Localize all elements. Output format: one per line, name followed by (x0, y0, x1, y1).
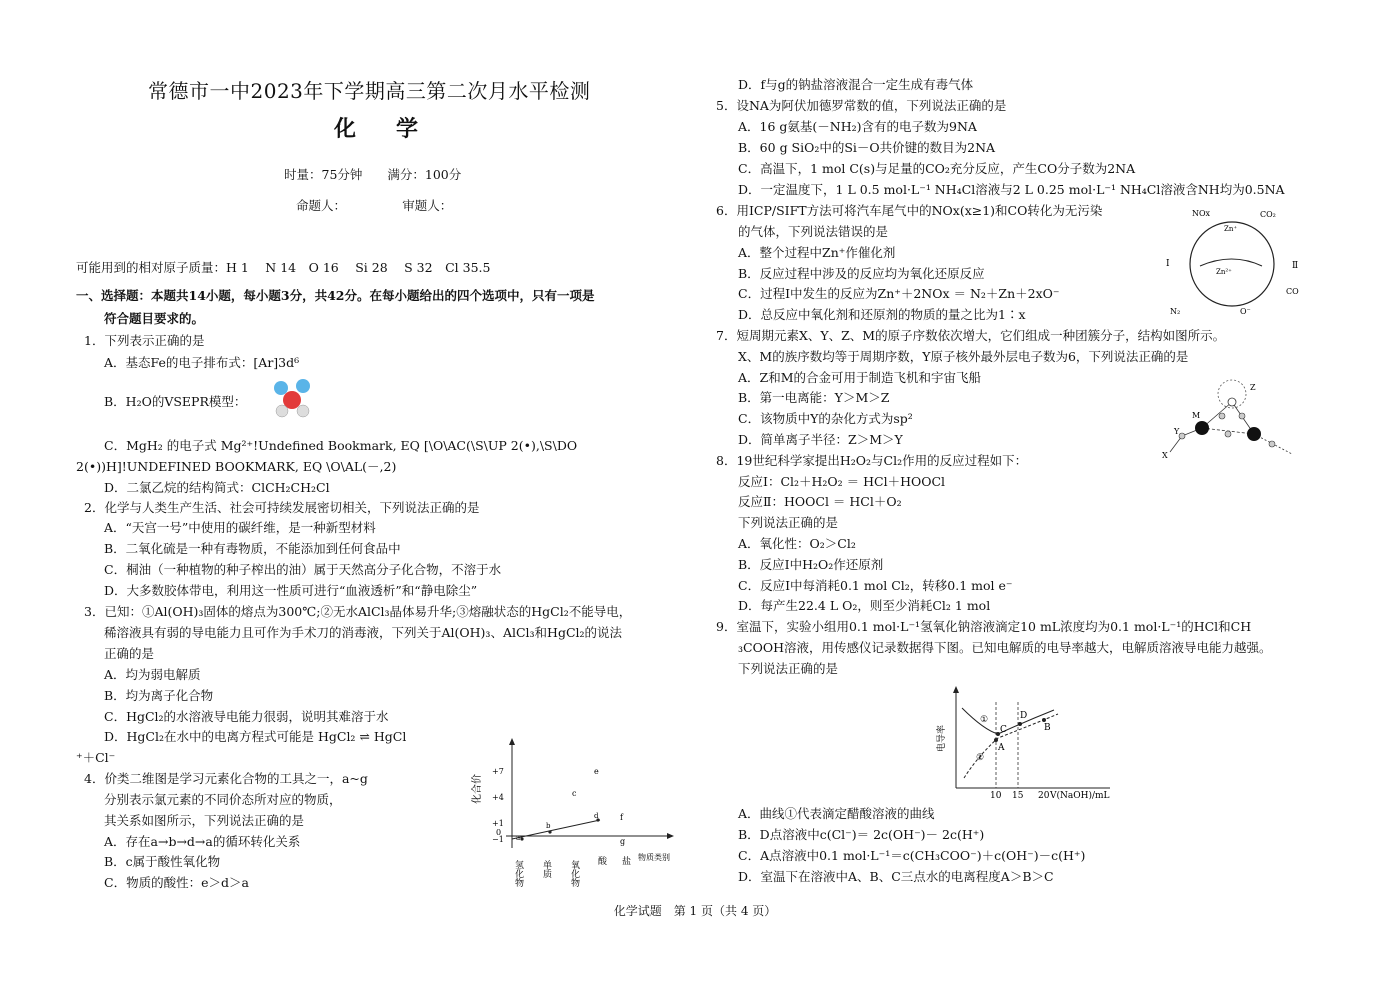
time-info: 时量：75分钟 满分：100分 (284, 167, 462, 182)
question-4: 4．价类二维图是学习元素化合物的工具之一，a~g (84, 771, 368, 786)
plot-point-label: C (1000, 725, 1007, 735)
plot-x-label: V(NaOH)/mL (1050, 791, 1110, 800)
q3-option-d-cont: ⁺＋Cl⁻ (76, 750, 116, 765)
y-tick: +4 (492, 793, 504, 802)
plot-point-label: A (998, 743, 1005, 753)
q3-option-d: D．HgCl₂在水中的电离方程式可能是 HgCl₂ ⇌ HgCl (104, 729, 407, 744)
plot-x-tick: 10 (990, 791, 1002, 800)
q5-option-a: A．16 g氨基(－NH₂)含有的电子数为9NA (738, 119, 977, 134)
q2-option-a: A．“天宫一号”中使用的碳纤维，是一种新型材料 (104, 520, 376, 535)
q1-option-d: D．二氯乙烷的结构简式：ClCH₂CH₂Cl (104, 480, 330, 495)
point-label: g (620, 837, 626, 846)
q8-option-c: C．反应Ⅰ中每消耗0.1 mol Cl₂，转移0.1 mol e⁻ (738, 578, 1013, 593)
cycle-label: Ⅱ (1292, 261, 1299, 271)
q3-option-c: C．HgCl₂的水溶液导电能力很弱，说明其难溶于水 (104, 709, 389, 724)
q9-option-c: C．A点溶液中0.1 mol·L⁻¹＝c(CH₃COO⁻)＋c(OH⁻)－c(H⁺) (738, 848, 1086, 863)
q7-option-d: D．简单离子半径：Z＞M＞Y (738, 432, 903, 447)
cycle-label: Zn⁺ (1224, 225, 1238, 233)
valence-class-diagram (470, 736, 688, 888)
question-3-cont: 稀溶液具有弱的导电能力且可作为手术刀的消毒液，下列关于Al(OH)₃、AlCl₃和HgCl₂的说法 (104, 625, 623, 640)
q4-option-c: C．物质的酸性：e＞d＞a (104, 875, 249, 890)
q5-option-b: B．60 g SiO₂中的Si－O共价键的数目为2NA (738, 140, 996, 155)
cluster-structure-diagram (1162, 372, 1302, 462)
point-label: b (546, 822, 551, 830)
cycle-label: Ⅰ (1166, 259, 1170, 269)
y-tick: +1 (492, 819, 504, 828)
q7-option-b: B．第一电离能：Y＞M＞Z (738, 390, 890, 405)
point-label: d (594, 812, 599, 820)
question-2: 2．化学与人类生产生活、社会可持续发展密切相关，下列说法正确的是 (84, 500, 480, 515)
x-tick: 酸 (598, 857, 608, 867)
question-6-cont: 的气体，下列说法错误的是 (738, 224, 889, 239)
cycle-label: N₂ (1170, 307, 1181, 316)
exam-title: 常德市一中2023年下学期高三第二次月水平检测 (148, 79, 591, 103)
cycle-label: NOx (1192, 209, 1211, 218)
q2-option-b: B．二氧化硫是一种有毒物质，不能添加到任何食品中 (104, 541, 401, 556)
q1-option-a: A．基态Fe的电子排布式：[Ar]3d⁶ (104, 355, 300, 370)
conductivity-titration-plot (934, 684, 1124, 800)
q3-option-b: B．均为离子化合物 (104, 688, 214, 703)
question-3-cont2: 正确的是 (104, 646, 155, 661)
question-7: 7．短周期元素X、Y、Z、M的原子序数依次增大，它们组成一种团簇分子，结构如图所示。 (716, 328, 1226, 343)
question-4-cont2: 其关系如图所示，下列说法正确的是 (104, 813, 305, 828)
question-1: 1．下列表示正确的是 (84, 333, 205, 348)
point-label: c (572, 789, 577, 798)
q4-option-b: B．c属于酸性氧化物 (104, 854, 221, 869)
q8-option-a: A．氧化性：O₂＞Cl₂ (738, 536, 856, 551)
y-axis-label: 化合价 (472, 774, 483, 804)
q2-option-c: C．桐油（一种植物的种子榨出的油）属于天然高分子化合物，不溶于水 (104, 562, 502, 577)
question-6: 6．用ICP/SIFT方法可将汽车尾气中的NOx(x≥1)和CO转化为无污染 (716, 203, 1103, 218)
plot-point-label: B (1044, 723, 1051, 733)
q8-reaction-1: 反应Ⅰ：Cl₂＋H₂O₂ ＝ HCl＋HOOCl (738, 474, 946, 489)
x-tick: 盐 (622, 857, 632, 867)
q3-option-a: A．均为弱电解质 (104, 667, 201, 682)
q4-option-d: D．f与g的钠盐溶液混合一定生成有毒气体 (738, 77, 974, 92)
plot-point-label: D (1020, 711, 1028, 721)
x-axis-label: 物质类别 (638, 853, 670, 862)
catalytic-cycle-diagram (1162, 204, 1302, 322)
subject-title: 化学 (334, 116, 459, 142)
authors-line: 命题人： 审题人： (296, 198, 453, 213)
q1-option-c-cont: 2(•))H]!UNDEFINED BOOKMARK, EQ \O\AL(－,2) (76, 459, 397, 474)
question-8: 8．19世纪科学家提出H₂O₂与Cl₂作用的反应过程如下： (716, 453, 1028, 468)
q8-option-b: B．反应Ⅰ中H₂O₂作还原剂 (738, 557, 884, 572)
q6-option-c: C．过程Ⅰ中发生的反应为Zn⁺＋2NOx ＝ N₂＋Zn＋2xO⁻ (738, 286, 1060, 301)
q5-option-d: D．一定温度下，1 L 0.5 mol·L⁻¹ NH₄Cl溶液与2 L 0.25 mol·L⁻¹ NH₄Cl溶液含NH均为0.5NA (738, 182, 1285, 197)
cluster-label: Y (1174, 427, 1180, 436)
q2-option-d: D．大多数胶体带电，利用这一性质可进行“血液透析”和“静电除尘” (104, 583, 478, 598)
page-footer: 化学试题 第 1 页（共 4 页） (613, 904, 777, 918)
q6-option-b: B．反应过程中涉及的反应均为氧化还原反应 (738, 266, 985, 281)
cycle-label: CO₂ (1260, 210, 1276, 219)
x-tick: 氢化物 (513, 860, 523, 887)
question-8-cont: 下列说法正确的是 (738, 515, 839, 530)
cluster-label: X (1162, 451, 1168, 460)
cluster-label: Z (1250, 383, 1256, 392)
plot-x-tick: 15 (1012, 791, 1024, 800)
plot-x-tick: 20 (1038, 791, 1050, 800)
question-7-cont: X、M的族序数均等于周期序数，Y原子核外最外层电子数为6，下列说法正确的是 (738, 349, 1189, 364)
cycle-label: CO (1286, 287, 1299, 296)
question-9-cont2: 下列说法正确的是 (738, 661, 839, 676)
x-tick: 氧化物 (569, 860, 579, 887)
section-heading: 一、选择题：本题共14小题，每小题3分，共42分。在每小题给出的四个选项中，只有一项是 (76, 288, 595, 303)
q8-option-d: D．每产生22.4 L O₂，则至少消耗Cl₂ 1 mol (738, 598, 991, 613)
curve-label: ② (976, 753, 985, 763)
q1-option-b: B．H₂O的VSEPR模型： (104, 394, 247, 409)
q1-option-c: C．MgH₂ 的电子式 Mg²⁺!Undefined Bookmark, EQ [\O\AC(\S\UP 2(•),\S\DO (104, 438, 578, 453)
curve-label: ① (980, 715, 989, 725)
q4-option-a: A．存在a→b→d→a的循环转化关系 (104, 834, 301, 849)
q8-reaction-2: 反应Ⅱ：HOOCl ＝ HCl＋O₂ (738, 494, 902, 509)
x-tick: 单质 (541, 860, 551, 878)
y-tick: 0 (496, 828, 502, 837)
question-4-cont: 分别表示氯元素的不同价态所对应的物质， (104, 792, 342, 807)
q5-option-c: C．高温下，1 mol C(s)与足量的CO₂充分反应，产生CO分子数为2NA (738, 161, 1136, 176)
point-label: f (620, 813, 623, 822)
question-5: 5．设NA为阿伏加德罗常数的值，下列说法正确的是 (716, 98, 1007, 113)
point-label: a (516, 834, 521, 842)
q6-option-a: A．整个过程中Zn⁺作催化剂 (738, 245, 896, 260)
cluster-label: M (1192, 411, 1201, 420)
atomic-masses: 可能用到的相对原子质量：H 1 N 14 O 16 Si 28 S 32 Cl 35.5 (76, 260, 491, 275)
q9-option-b: B．D点溶液中c(Cl⁻)＝ 2c(OH⁻)－ 2c(H⁺) (738, 827, 985, 842)
q6-option-d: D．总反应中氧化剂和还原剂的物质的量之比为1∶x (738, 307, 1026, 322)
y-tick: +7 (492, 767, 504, 776)
point-label: e (594, 767, 599, 776)
y-tick: −1 (492, 835, 504, 844)
q7-option-a: A．Z和M的合金可用于制造飞机和宇宙飞船 (738, 370, 982, 385)
question-9: 9．室温下，实验小组用0.1 mol·L⁻¹氢氧化钠溶液滴定10 mL浓度均为0.1 mol·L⁻¹的HCl和CH (716, 619, 1252, 634)
q9-option-d: D．室温下在溶液中A、B、C三点水的电离程度A＞B＞C (738, 869, 1054, 884)
vsepr-model-image (270, 376, 316, 420)
q7-option-c: C．该物质中Y的杂化方式为sp² (738, 411, 913, 426)
q9-option-a: A．曲线①代表滴定醋酸溶液的曲线 (738, 806, 935, 821)
question-9-cont: ₃COOH溶液，用传感仪记录数据得下图。已知电解质的电导率越大，电解质溶液导电能力越强。 (738, 640, 1272, 655)
cycle-label: O⁻ (1240, 307, 1251, 316)
section-heading-cont: 符合题目要求的。 (104, 311, 205, 326)
cycle-label: Zn²⁺ (1216, 268, 1232, 276)
question-3: 3．已知：①Al(OH)₃固体的熔点为300℃;②无水AlCl₃晶体易升华;③熔融状态的HgCl₂不能导电， (84, 604, 632, 619)
plot-y-label: 电导率 (937, 724, 947, 752)
